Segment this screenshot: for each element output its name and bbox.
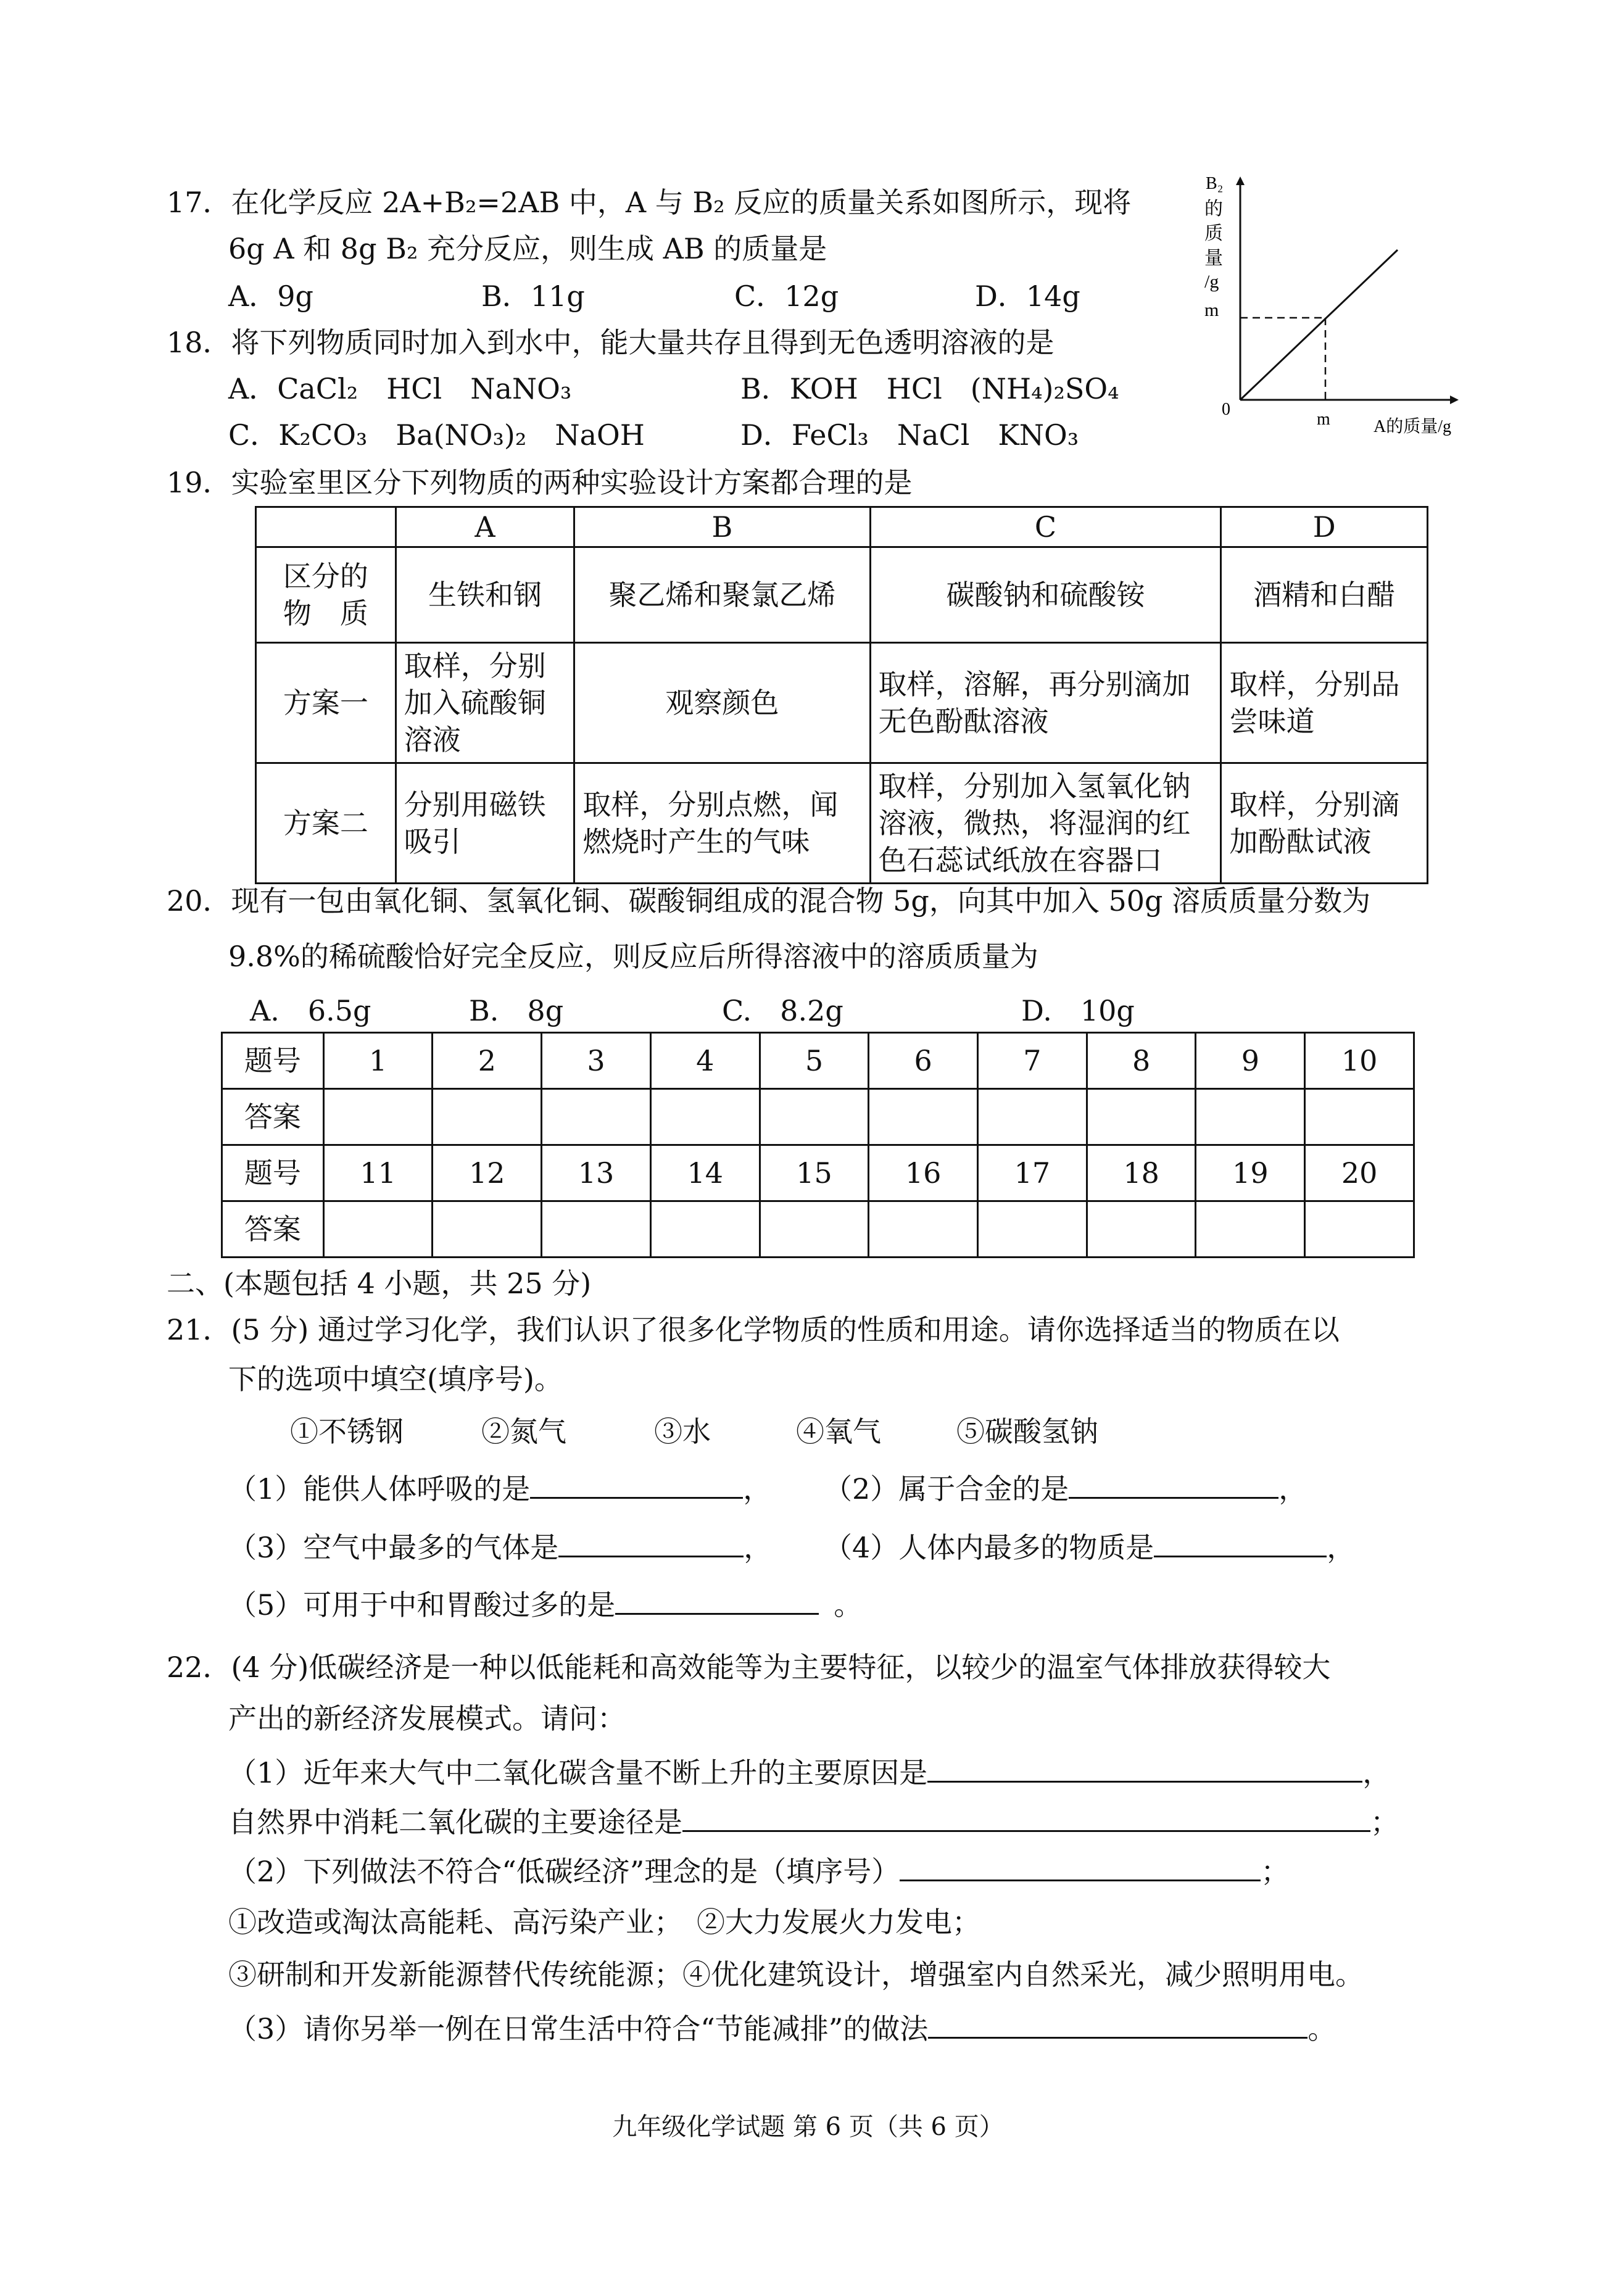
q19-cell: 酒精和白醋	[1221, 547, 1428, 643]
answer-cell[interactable]	[978, 1201, 1087, 1258]
q18-option-d: D．FeCl₃ NaCl KNO₃	[740, 418, 1079, 452]
answer-row-label: 题号	[222, 1145, 324, 1201]
q19-row-plan1	[256, 643, 1428, 763]
answer-num: 19	[1196, 1145, 1305, 1201]
answer-num: 9	[1196, 1033, 1305, 1089]
q22-part1b-text: 自然界中消耗二氧化碳的主要途径是	[228, 1805, 682, 1839]
answer-num: 7	[978, 1033, 1087, 1089]
q17-mass-graph	[1191, 167, 1487, 438]
answer-cell[interactable]	[1196, 1089, 1305, 1145]
answer-cell[interactable]	[1196, 1201, 1305, 1258]
answer-cell[interactable]	[1087, 1201, 1196, 1258]
answer-num: 15	[760, 1145, 869, 1201]
q19-cell: 碳酸钠和硫酸铵	[870, 547, 1221, 643]
answer-table-ans-row-2	[222, 1201, 1414, 1258]
answer-cell[interactable]	[323, 1201, 433, 1258]
q19-cell: 取样，溶解，再分别滴加无色酚酞溶液	[870, 643, 1221, 763]
q19-cell: 分别用磁铁吸引	[396, 763, 574, 884]
q22-part1b-blank[interactable]	[682, 1802, 1370, 1832]
q22-part3	[228, 2008, 1336, 2047]
graph-y-tick: m	[1204, 300, 1219, 320]
answer-cell[interactable]	[542, 1089, 651, 1145]
answer-cell[interactable]	[760, 1089, 869, 1145]
q20-option-d: D. 10g	[1021, 994, 1135, 1027]
answer-num: 13	[542, 1145, 651, 1201]
q22-part2-text: （2）下列做法不符合“低碳经济”理念的是（填序号）	[228, 1855, 900, 1888]
q21-part3	[228, 1527, 772, 1566]
q22-stem-line2: 产出的新经济发展模式。请问：	[228, 1702, 626, 1735]
answer-cell[interactable]	[1305, 1089, 1414, 1145]
q18-option-c: C．K₂CO₃ Ba(NO₃)₂ NaOH	[228, 418, 645, 452]
answer-num: 14	[650, 1145, 760, 1201]
q18-option-a: A．CaCl₂ HCl NaNO₃	[228, 372, 572, 405]
q19-cell: 观察颜色	[574, 643, 870, 763]
q19-header-c: C	[870, 507, 1221, 547]
q21-part4-end: ，	[1327, 1531, 1356, 1564]
answer-num: 2	[433, 1033, 542, 1089]
graph-y-label-3: 量	[1204, 248, 1223, 268]
q21-stem-line1: 21．(5 分) 通过学习化学，我们认识了很多化学物质的性质和用途。请你选择适当的物质在以	[167, 1313, 1340, 1346]
answer-num: 6	[869, 1033, 978, 1089]
answer-num: 11	[323, 1145, 433, 1201]
q20-option-b: B. 8g	[469, 994, 564, 1027]
q21-part3-blank[interactable]	[558, 1527, 744, 1557]
q22-part2-blank[interactable]	[900, 1851, 1261, 1881]
q19-row-label: 方案二	[256, 763, 396, 884]
q21-part2-text: （2）属于合金的是	[824, 1472, 1069, 1506]
q22-list-line2: ③研制和开发新能源替代传统能源；④优化建筑设计，增强室内自然采光，减少照明用电。	[228, 1958, 1364, 1991]
q21-choice-4: ④氧气	[796, 1415, 881, 1448]
q19-header-d: D	[1221, 507, 1428, 547]
q17-option-b: B．11g	[481, 280, 585, 313]
answer-cell[interactable]	[1305, 1201, 1414, 1258]
answer-table	[221, 1032, 1415, 1258]
q22-part3-end: 。	[1307, 2012, 1336, 2045]
q19-cell: 取样，分别滴加酚酞试液	[1221, 763, 1428, 884]
q20-option-c: C. 8.2g	[722, 994, 843, 1027]
q20-option-a: A. 6.5g	[250, 994, 371, 1027]
q21-part1	[228, 1469, 771, 1507]
q21-choice-2: ②氮气	[481, 1415, 566, 1448]
answer-num: 10	[1305, 1033, 1414, 1089]
answer-row-label: 题号	[222, 1033, 324, 1089]
graph-mass-line	[1240, 250, 1398, 400]
answer-cell[interactable]	[323, 1089, 433, 1145]
answer-cell[interactable]	[760, 1201, 869, 1258]
q19-cell: 取样，分别加入硫酸铜溶液	[396, 643, 574, 763]
q21-part5-text: （5）可用于中和胃酸过多的是	[228, 1588, 616, 1622]
answer-table-num-row-2	[222, 1145, 1414, 1201]
q19-row-label: 方案一	[256, 643, 396, 763]
q19-cell: 聚乙烯和聚氯乙烯	[574, 547, 870, 643]
graph-y-label-4: /g	[1204, 271, 1219, 292]
answer-num: 8	[1087, 1033, 1196, 1089]
q19-header-row	[256, 507, 1428, 547]
q17-option-d: D．14g	[975, 280, 1080, 313]
answer-cell[interactable]	[542, 1201, 651, 1258]
graph-origin: 0	[1222, 400, 1230, 419]
q21-part1-text: （1）能供人体呼吸的是	[228, 1472, 531, 1506]
q19-header-blank	[256, 507, 396, 547]
q21-part3-end: ，	[744, 1531, 773, 1564]
q19-header-b: B	[574, 507, 870, 547]
answer-cell[interactable]	[978, 1089, 1087, 1145]
graph-y-label-0: B₂	[1206, 174, 1224, 193]
answer-cell[interactable]	[869, 1089, 978, 1145]
answer-table-num-row-1	[222, 1033, 1414, 1089]
answer-row-label: 答案	[222, 1201, 324, 1258]
q18-option-b: B．KOH HCl (NH₄)₂SO₄	[740, 372, 1119, 405]
q17-option-c: C．12g	[734, 280, 839, 313]
q20-stem-line2: 9.8%的稀硫酸恰好完全反应，则反应后所得溶液中的溶质质量为	[228, 940, 1038, 973]
q21-part3-text: （3）空气中最多的气体是	[228, 1531, 559, 1564]
q22-part2-end: ；	[1261, 1855, 1290, 1888]
answer-num: 17	[978, 1145, 1087, 1201]
answer-num: 12	[433, 1145, 542, 1201]
q19-row-substances	[256, 547, 1428, 643]
graph-y-label-2: 质	[1204, 223, 1223, 244]
answer-num: 5	[760, 1033, 869, 1089]
q21-part4-blank[interactable]	[1154, 1527, 1327, 1557]
q22-list-line1: ①改造或淘汰高能耗、高污染产业； ②大力发展火力发电；	[228, 1905, 980, 1939]
q21-part2	[824, 1469, 1307, 1507]
answer-num: 1	[323, 1033, 433, 1089]
q17-stem-line1: 17．在化学反应 2A+B₂=2AB 中，A 与 B₂ 反应的质量关系如图所示，现将	[167, 186, 1132, 219]
q19-cell: 取样，分别品尝味道	[1221, 643, 1428, 763]
q21-choice-1: ①不锈钢	[290, 1415, 404, 1448]
q19-row-plan2	[256, 763, 1428, 884]
q21-part2-blank[interactable]	[1069, 1469, 1278, 1499]
answer-cell[interactable]	[433, 1089, 542, 1145]
q22-part2	[228, 1851, 1289, 1890]
q19-cell: 取样，分别点燃，闻燃烧时产生的气味	[574, 763, 870, 884]
q21-stem-line2: 下的选项中填空(填序号)。	[228, 1362, 563, 1396]
q22-part1b-end: ；	[1370, 1805, 1399, 1839]
answer-cell[interactable]	[650, 1201, 760, 1258]
q19-table	[255, 506, 1428, 884]
graph-x-label: A的质量/g	[1374, 417, 1452, 436]
q19-stem: 19．实验室里区分下列物质的两种实验设计方案都合理的是	[167, 466, 913, 499]
q22-part1a-text: （1）近年来大气中二氧化碳含量不断上升的主要原因是	[228, 1756, 928, 1789]
answer-cell[interactable]	[433, 1201, 542, 1258]
graph-x-tick: m	[1317, 410, 1330, 429]
q21-part5	[228, 1585, 862, 1623]
page-footer: 九年级化学试题 第 6 页（共 6 页）	[612, 2113, 1004, 2141]
q22-part1a-blank[interactable]	[927, 1752, 1362, 1783]
q19-cell: 生铁和钢	[396, 547, 574, 643]
answer-num: 16	[869, 1145, 978, 1201]
q22-part3-blank[interactable]	[928, 2008, 1307, 2039]
q21-part1-end: ，	[743, 1472, 772, 1506]
q22-part1b	[228, 1802, 1399, 1841]
q21-choice-3: ③水	[654, 1415, 711, 1448]
q19-cell: 取样，分别加入氢氧化钠溶液，微热，将湿润的红色石蕊试纸放在容器口	[870, 763, 1221, 884]
q21-part2-end: ，	[1278, 1472, 1307, 1506]
answer-num: 4	[650, 1033, 760, 1089]
q21-part1-blank[interactable]	[530, 1469, 743, 1499]
q22-part1a	[228, 1752, 1391, 1791]
q20-stem-line1: 20．现有一包由氧化铜、氢氧化铜、碳酸铜组成的混合物 5g，向其中加入 50g 溶质质量分数为	[167, 884, 1371, 918]
answer-cell[interactable]	[869, 1201, 978, 1258]
answer-cell[interactable]	[650, 1089, 760, 1145]
q21-choice-5: ⑤碳酸氢钠	[956, 1415, 1098, 1448]
answer-num: 18	[1087, 1145, 1196, 1201]
answer-row-label: 答案	[222, 1089, 324, 1145]
q21-part5-end: 。	[834, 1588, 863, 1622]
q22-stem-line1: 22．(4 分)低碳经济是一种以低能耗和高效能等为主要特征，以较少的温室气体排放获得较大	[167, 1651, 1331, 1684]
section-2-title: 二、(本题包括 4 小题，共 25 分)	[167, 1267, 592, 1300]
q19-header-a: A	[396, 507, 574, 547]
q21-part5-blank[interactable]	[615, 1585, 819, 1615]
q17-stem-line2: 6g A 和 8g B₂ 充分反应，则生成 AB 的质量是	[228, 232, 827, 265]
q18-stem: 18．将下列物质同时加入到水中，能大量共存且得到无色透明溶液的是	[167, 326, 1055, 359]
graph-y-label-1: 的	[1204, 199, 1223, 219]
answer-cell[interactable]	[1087, 1089, 1196, 1145]
q22-part1a-end: ，	[1362, 1756, 1391, 1789]
q19-row-label: 区分的 物 质	[256, 547, 396, 643]
q21-part4	[824, 1527, 1355, 1566]
answer-table-ans-row-1	[222, 1089, 1414, 1145]
q17-option-a: A．9g	[228, 280, 313, 313]
q22-part3-text: （3）请你另举一例在日常生活中符合“节能减排”的做法	[228, 2012, 929, 2045]
answer-num: 3	[542, 1033, 651, 1089]
q21-part4-text: （4）人体内最多的物质是	[824, 1531, 1154, 1564]
answer-num: 20	[1305, 1145, 1414, 1201]
